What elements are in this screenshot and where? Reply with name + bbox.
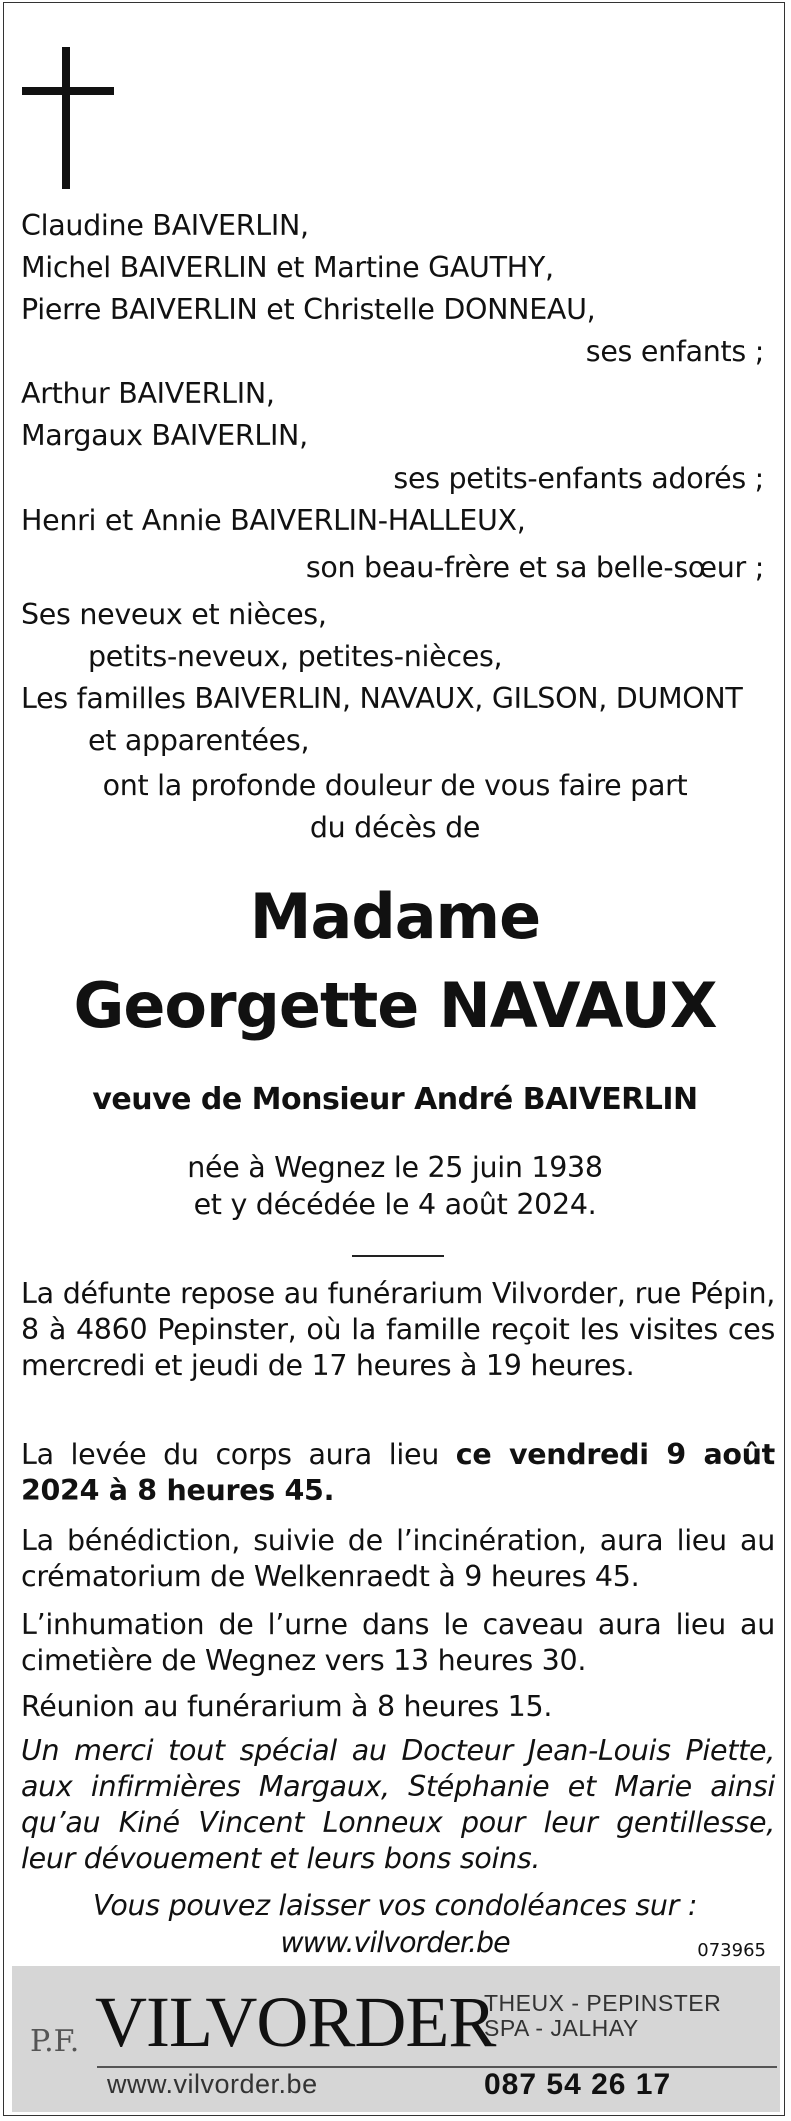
deceased-title: Madame [249, 880, 541, 953]
family-line: Claudine BAIVERLIN, [21, 209, 309, 242]
condolences-text: Vous pouvez laisser vos condoléances sur : [92, 1889, 698, 1922]
levee-datetime: ce vendredi 9 août 2024 à 8 heures 45. [21, 1438, 775, 1507]
family-line: Pierre BAIVERLIN et Christelle DONNEAU, [21, 293, 596, 326]
birth-info: née à Wegnez le 25 juin 1938 [187, 1151, 603, 1184]
family-line: Arthur BAIVERLIN, [21, 377, 275, 410]
family-role: ses petits-enfants adorés ; [393, 462, 764, 495]
locations-line: THEUX - PEPINSTER [484, 1990, 722, 2016]
separator [352, 1255, 444, 1257]
family-line: Ses neveux et nièces, [21, 598, 327, 631]
footer-divider [97, 2066, 777, 2068]
levee-paragraph: La levée du corps aura lieu ce vendredi 9 août 2024 à 8 heures 45. [21, 1438, 775, 1507]
announcement: du décès de [309, 811, 481, 844]
deceased-name: Georgette NAVAUX [73, 969, 717, 1042]
widow-of: veuve de Monsieur André BAIVERLIN [92, 1082, 698, 1117]
family-line: petits-neveux, petites-nièces, [88, 640, 503, 673]
locations-line: SPA - JALHAY [484, 2015, 639, 2041]
cross-icon [22, 47, 114, 189]
repose-paragraph: La défunte repose au funérarium Vilvorder, rue Pépin, 8 à 4860 Pepinster, où la famille reçoit les visites ces mercredi et jeudi de 17 heures à 19 heures. [21, 1277, 775, 1382]
reunion-paragraph: Réunion au funérarium à 8 heures 15. [21, 1690, 553, 1723]
footer-website[interactable]: www.vilvorder.be [107, 2069, 318, 2099]
family-line: et apparentées, [88, 724, 310, 757]
obituary-notice [3, 2, 785, 2116]
benediction-paragraph: La bénédiction, suivie de l’incinération, aura lieu au crématorium de Welkenraedt à 9 heures 45. [21, 1524, 775, 1593]
family-role: ses enfants ; [585, 335, 764, 368]
death-info: et y décédée le 4 août 2024. [193, 1188, 597, 1221]
pf-label: P.F. [30, 2024, 80, 2059]
family-line: Margaux BAIVERLIN, [21, 419, 308, 452]
brand-logo: VILVORDER [95, 1982, 496, 2062]
funeral-home-banner [12, 1966, 780, 2112]
announcement: ont la profonde douleur de vous faire part [102, 769, 688, 802]
thanks-paragraph: Un merci tout spécial au Docteur Jean-Louis Piette, aux infirmières Margaux, Stéphanie et Marie ainsi qu’au Kiné Vincent Lonneux pour leur gentillesse, leur dévouement et leurs bons soins. [21, 1734, 775, 1875]
family-role: son beau-frère et sa belle-sœur ; [305, 551, 764, 584]
footer-phone[interactable]: 087 54 26 17 [484, 2068, 672, 2101]
family-line: Michel BAIVERLIN et Martine GAUTHY, [21, 251, 554, 284]
condolences-url[interactable]: www.vilvorder.be [280, 1926, 510, 1959]
family-line: Les familles BAIVERLIN, NAVAUX, GILSON, DUMONT [21, 682, 743, 715]
inhumation-paragraph: L’inhumation de l’urne dans le caveau aura lieu au cimetière de Wegnez vers 13 heures 30. [21, 1608, 775, 1677]
family-line: Henri et Annie BAIVERLIN-HALLEUX, [21, 504, 526, 537]
reference-number: 073965 [697, 1940, 766, 1961]
